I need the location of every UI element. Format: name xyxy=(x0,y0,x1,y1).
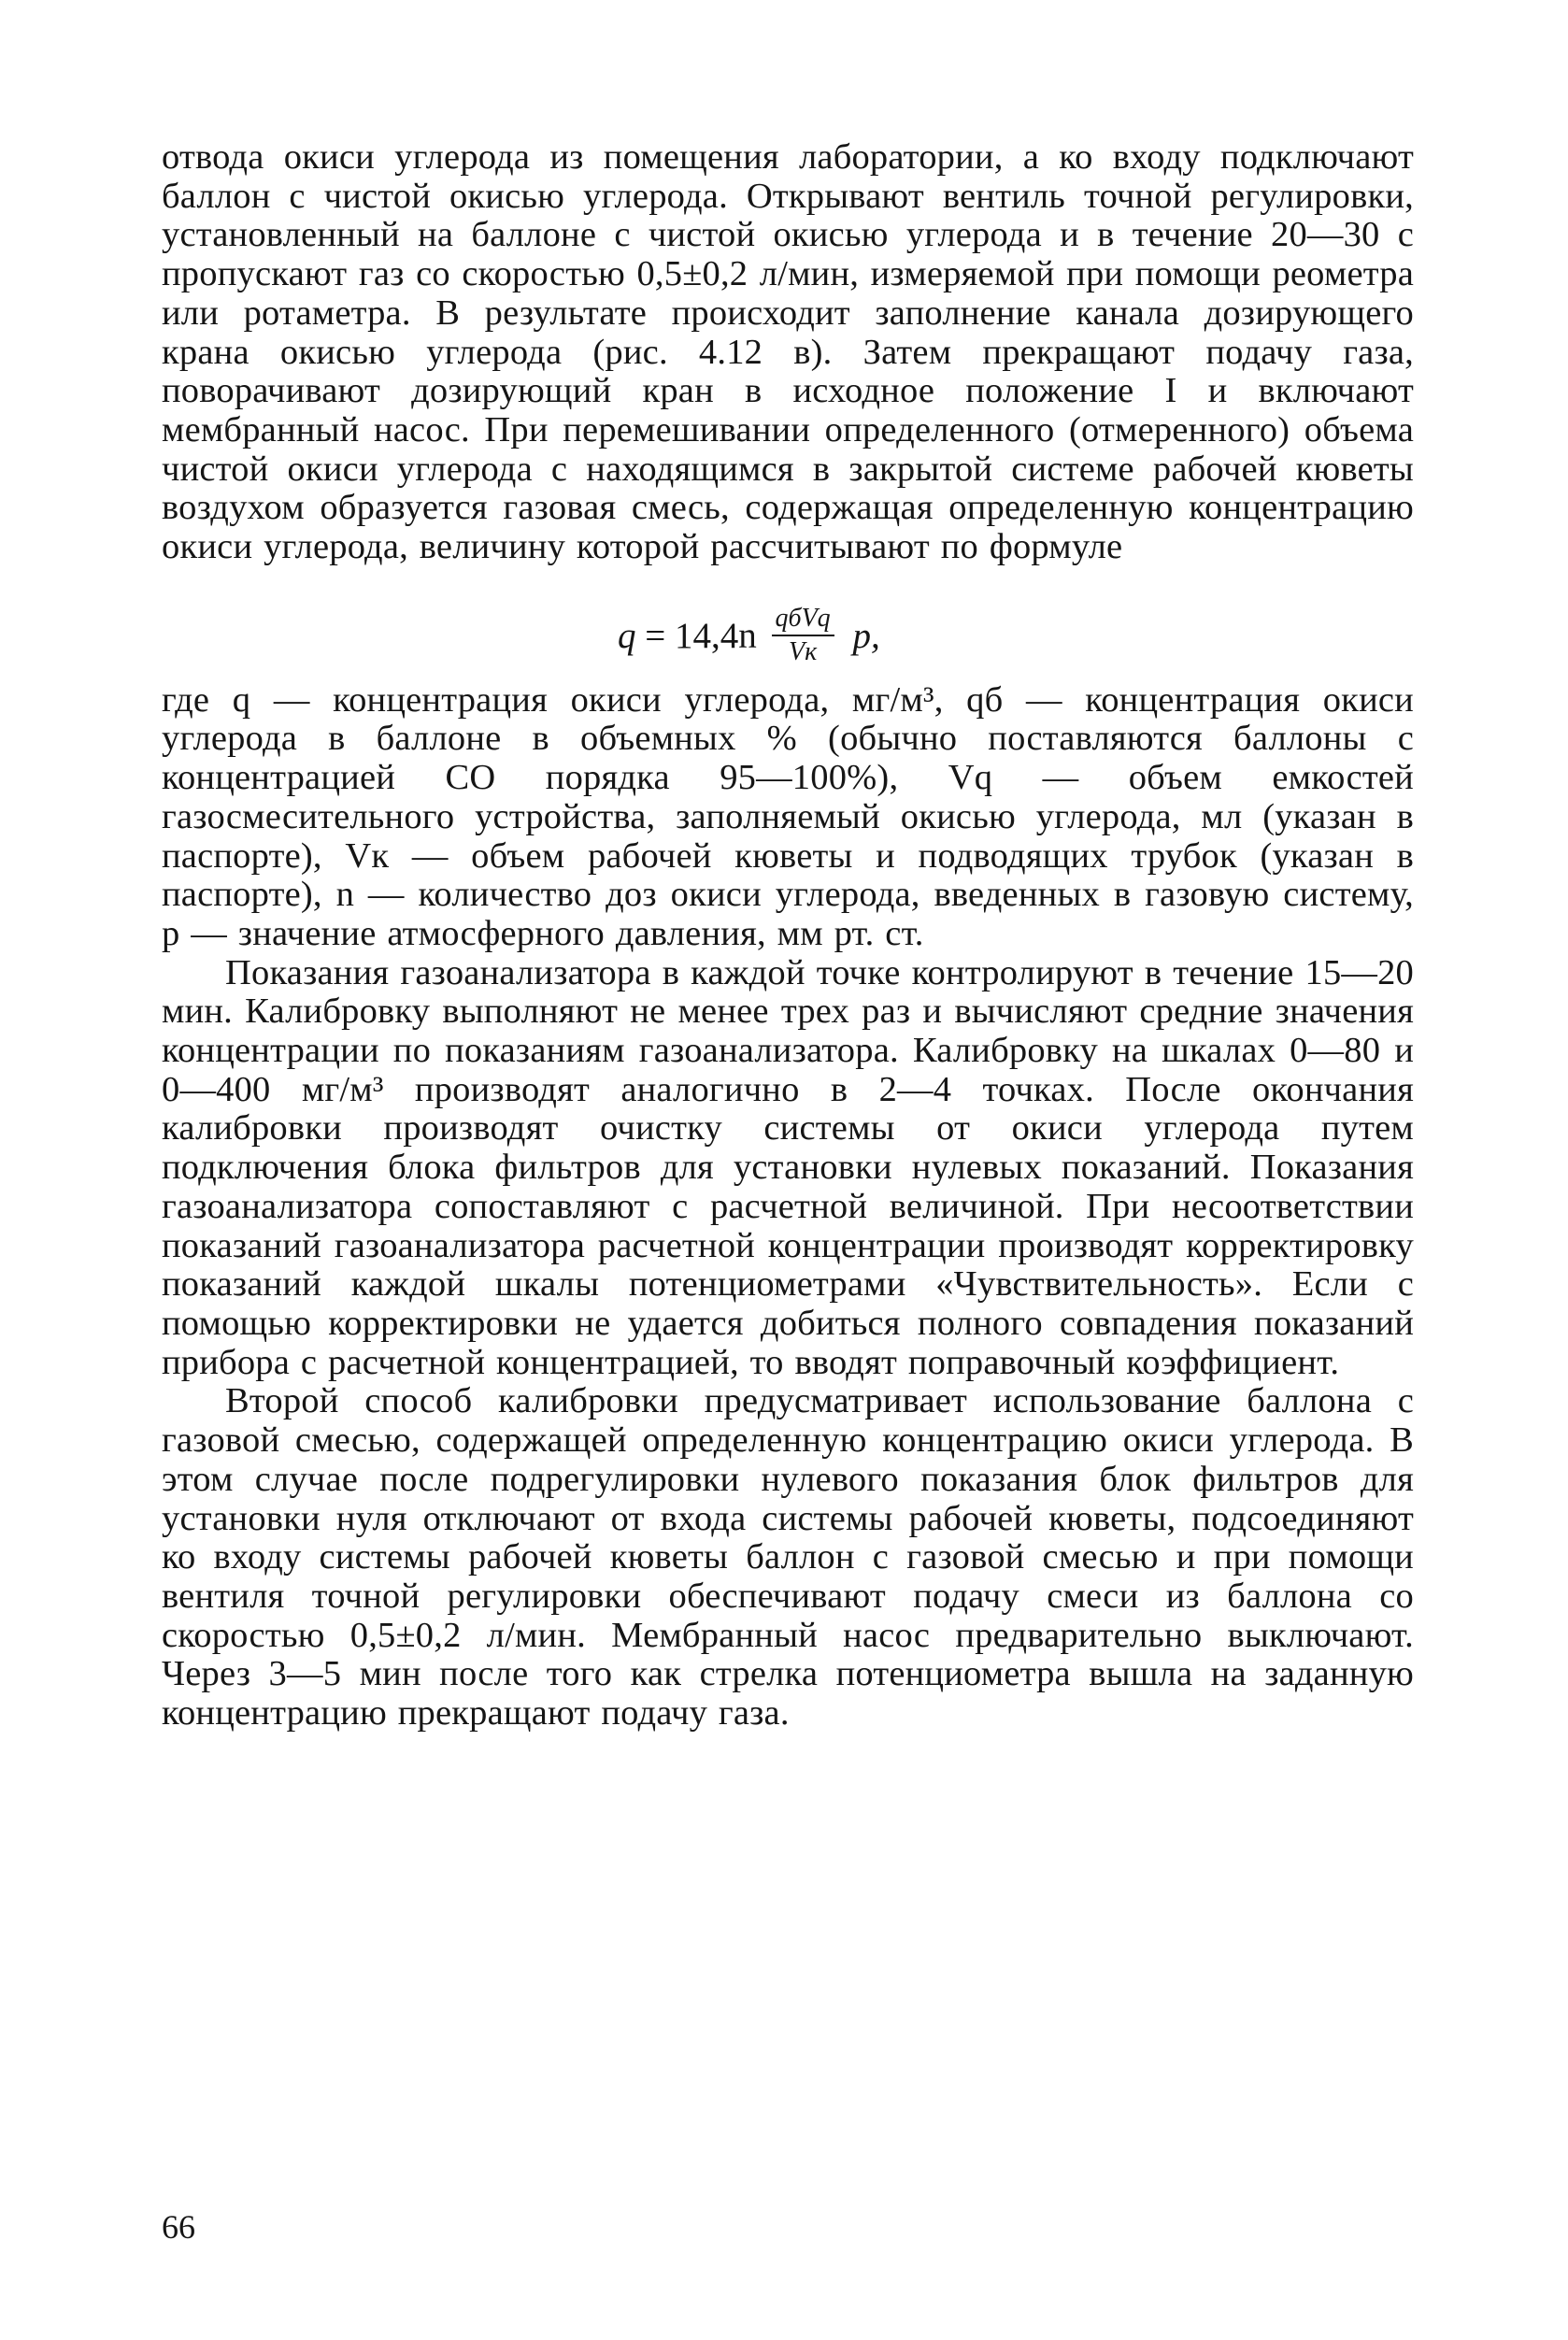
formula-fraction xyxy=(772,605,834,666)
formula-numerator: qбVq xyxy=(772,605,834,636)
formula-denominator: Vк xyxy=(788,636,818,666)
formula-tail: p, xyxy=(852,615,880,656)
paragraph-calibration-first-method: отвода окиси углерода из помещения лаборатории, а ко входу подключают баллон с чистой окисью углерода. Открывают вентиль точной регулировки, установленный на баллоне с чистой окисью углерода и в течение 20—30 с пропускают газ со скоростью 0,5±0,2 л/мин, измеряемой при помощи реометра или ротаметра. В результате происходит заполнение канала дозирующего крана окисью углерода (рис. 4.12 в). Затем прекращают подачу газа, поворачивают дозирующий кран в исходное положение I и включают мембранный насос. При перемешивании определенного (отмеренного) объема чистой окиси углерода с находящимся в закрытой системе рабочей кюветы воздухом образуется газовая смесь, содержащая определенную концентрацию окиси углерода, величину которой рассчитывают по формуле xyxy=(162,137,1414,567)
paragraph-second-method: Второй способ калибровки предусматривает использование баллона с газовой смесью, содержащей определенную концентрацию окиси углерода. В этом случае после подрегулировки нулевого показания блок фильтров для установки нуля отключают от входа системы рабочей кюветы, подсоединяют ко входу системы рабочей кюветы баллон с газовой смесью и при помощи вентиля точной регулировки обеспечивают подачу смеси из баллона со скоростью 0,5±0,2 л/мин. Мембранный насос предварительно выключают. Через 3—5 мин после того как стрелка потенциометра вышла на заданную концентрацию прекращают подачу газа. xyxy=(162,1381,1414,1734)
concentration-formula xyxy=(162,588,1414,678)
formula-row xyxy=(618,603,880,670)
page-number: 66 xyxy=(162,2208,195,2246)
paragraph-formula-legend: где q — концентрация окиси углерода, мг/м³, qб — концентрация окиси углерода в баллоне в объемных % (обычно поставляются баллоны с концентрацией СО порядка 95—100%), Vq — объем емкостей газосмесительного устройства, заполняемый окисью углерода, мл (указан в паспорте), Vк — объем рабочей кюветы и подводящих трубок (указан в паспорте), n — количество доз окиси углерода, введенных в газовую систему, p — значение атмосферного давления, мм рт. ст. xyxy=(162,679,1414,953)
paragraph-readings-check: Показания газоанализатора в каждой точке контролируют в течение 15—20 мин. Калибровку выполняют не менее трех раз и вычисляют средние значения концентрации по показаниям газоанализатора. Калибровку на шкалах 0—80 и 0—400 мг/м³ производят аналогично в 2—4 точках. После окончания калибровки производят очистку системы от окиси углерода путем подключения блока фильтров для установки нулевых показаний. Показания газоанализатора сопоставляют с расчетной величиной. При несоответствии показаний газоанализатора расчетной концентрации производят корректировку показаний каждой шкалы потенциометрами «Чувствительность». Если с помощью корректировки не удается добиться полного совпадения показаний прибора с расчетной концентрацией, то вводят поправочный коэффициент. xyxy=(162,952,1414,1382)
formula-lhs: q xyxy=(618,615,636,656)
document-page xyxy=(162,138,1414,1734)
formula-coefficient: = 14,4n xyxy=(635,615,757,656)
